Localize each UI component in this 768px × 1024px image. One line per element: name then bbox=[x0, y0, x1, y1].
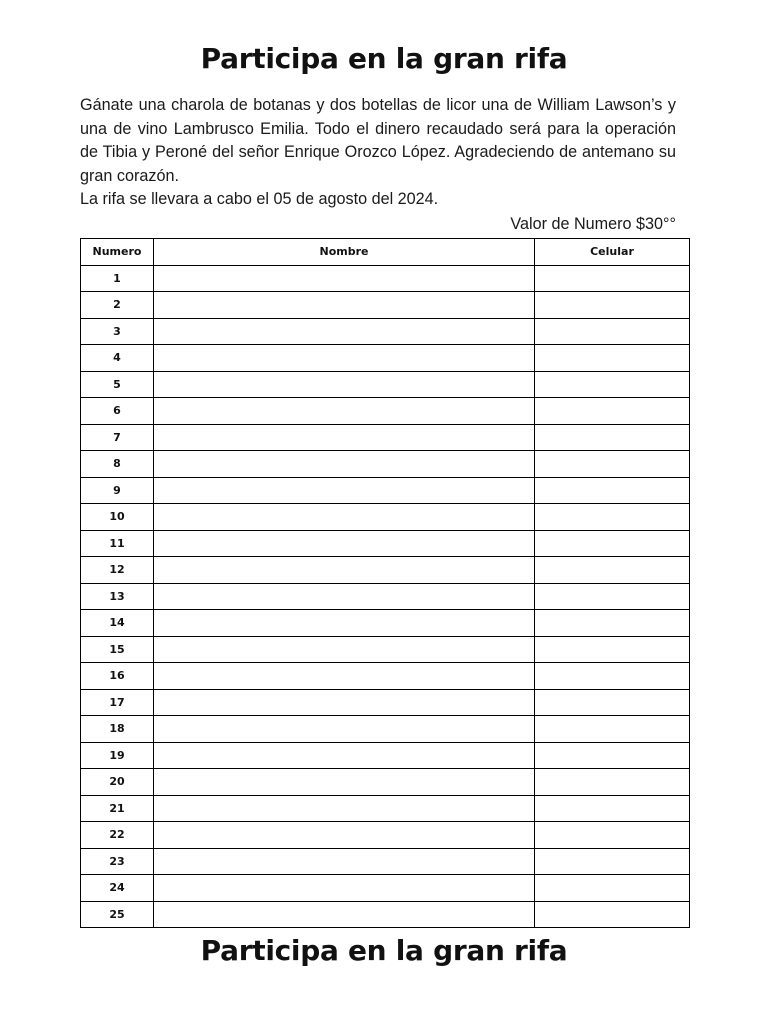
ticket-price: Valor de Numero $30°° bbox=[510, 215, 676, 233]
table-row bbox=[81, 742, 690, 769]
phone-cell[interactable] bbox=[535, 742, 690, 769]
row-number: 4 bbox=[81, 345, 154, 372]
row-number: 25 bbox=[81, 901, 154, 928]
phone-cell[interactable] bbox=[535, 848, 690, 875]
row-number: 12 bbox=[81, 557, 154, 584]
row-number: 2 bbox=[81, 292, 154, 319]
row-number: 5 bbox=[81, 371, 154, 398]
table-row bbox=[81, 265, 690, 292]
phone-cell[interactable] bbox=[535, 451, 690, 478]
row-number: 21 bbox=[81, 795, 154, 822]
table-row bbox=[81, 398, 690, 425]
table-row bbox=[81, 663, 690, 690]
name-cell[interactable] bbox=[154, 795, 535, 822]
row-number: 15 bbox=[81, 636, 154, 663]
table-row bbox=[81, 583, 690, 610]
row-number: 10 bbox=[81, 504, 154, 531]
name-cell[interactable] bbox=[154, 398, 535, 425]
name-cell[interactable] bbox=[154, 371, 535, 398]
phone-cell[interactable] bbox=[535, 822, 690, 849]
row-number: 6 bbox=[81, 398, 154, 425]
name-cell[interactable] bbox=[154, 769, 535, 796]
table-row bbox=[81, 875, 690, 902]
row-number: 3 bbox=[81, 318, 154, 345]
table-row bbox=[81, 371, 690, 398]
table-row bbox=[81, 345, 690, 372]
name-cell[interactable] bbox=[154, 345, 535, 372]
table-row bbox=[81, 477, 690, 504]
phone-cell[interactable] bbox=[535, 610, 690, 637]
header-nombre: Nombre bbox=[154, 239, 535, 266]
phone-cell[interactable] bbox=[535, 292, 690, 319]
phone-cell[interactable] bbox=[535, 689, 690, 716]
phone-cell[interactable] bbox=[535, 530, 690, 557]
name-cell[interactable] bbox=[154, 318, 535, 345]
phone-cell[interactable] bbox=[535, 318, 690, 345]
phone-cell[interactable] bbox=[535, 769, 690, 796]
table-row bbox=[81, 318, 690, 345]
table-row bbox=[81, 530, 690, 557]
table-row bbox=[81, 769, 690, 796]
name-cell[interactable] bbox=[154, 424, 535, 451]
row-number: 24 bbox=[81, 875, 154, 902]
phone-cell[interactable] bbox=[535, 901, 690, 928]
table-header-row bbox=[81, 239, 690, 266]
table-row bbox=[81, 610, 690, 637]
name-cell[interactable] bbox=[154, 875, 535, 902]
row-number: 19 bbox=[81, 742, 154, 769]
row-number: 9 bbox=[81, 477, 154, 504]
phone-cell[interactable] bbox=[535, 371, 690, 398]
table-row bbox=[81, 636, 690, 663]
table-row bbox=[81, 716, 690, 743]
header-celular: Celular bbox=[535, 239, 690, 266]
name-cell[interactable] bbox=[154, 689, 535, 716]
phone-cell[interactable] bbox=[535, 398, 690, 425]
raffle-date: La rifa se llevara a cabo el 05 de agosto del 2024. bbox=[80, 190, 439, 209]
phone-cell[interactable] bbox=[535, 663, 690, 690]
phone-cell[interactable] bbox=[535, 424, 690, 451]
row-number: 7 bbox=[81, 424, 154, 451]
table-row bbox=[81, 901, 690, 928]
name-cell[interactable] bbox=[154, 583, 535, 610]
name-cell[interactable] bbox=[154, 610, 535, 637]
name-cell[interactable] bbox=[154, 557, 535, 584]
name-cell[interactable] bbox=[154, 716, 535, 743]
phone-cell[interactable] bbox=[535, 477, 690, 504]
phone-cell[interactable] bbox=[535, 557, 690, 584]
footer-title: Participa en la gran rifa bbox=[200, 934, 568, 967]
row-number: 16 bbox=[81, 663, 154, 690]
table-row bbox=[81, 689, 690, 716]
phone-cell[interactable] bbox=[535, 795, 690, 822]
table-row bbox=[81, 848, 690, 875]
intro-paragraph: Gánate una charola de botanas y dos botellas de licor una de William Lawson’s y una de vino Lambrusco Emilia. Todo el dinero recaudado será para la operación de Tibia y Peroné del señor Enrique Orozco López. Agradeciendo de antemano su gran corazón. bbox=[80, 96, 676, 185]
name-cell[interactable] bbox=[154, 477, 535, 504]
phone-cell[interactable] bbox=[535, 504, 690, 531]
name-cell[interactable] bbox=[154, 292, 535, 319]
table-row bbox=[81, 822, 690, 849]
phone-cell[interactable] bbox=[535, 716, 690, 743]
row-number: 1 bbox=[81, 265, 154, 292]
phone-cell[interactable] bbox=[535, 875, 690, 902]
row-number: 11 bbox=[81, 530, 154, 557]
raffle-table bbox=[80, 238, 690, 928]
row-number: 17 bbox=[81, 689, 154, 716]
table-row bbox=[81, 424, 690, 451]
name-cell[interactable] bbox=[154, 451, 535, 478]
name-cell[interactable] bbox=[154, 530, 535, 557]
name-cell[interactable] bbox=[154, 822, 535, 849]
name-cell[interactable] bbox=[154, 265, 535, 292]
row-number: 14 bbox=[81, 610, 154, 637]
name-cell[interactable] bbox=[154, 504, 535, 531]
phone-cell[interactable] bbox=[535, 636, 690, 663]
page-title: Participa en la gran rifa bbox=[200, 42, 568, 75]
header-numero: Numero bbox=[81, 239, 154, 266]
table-row bbox=[81, 795, 690, 822]
name-cell[interactable] bbox=[154, 742, 535, 769]
intro-text bbox=[80, 94, 676, 212]
table-row bbox=[81, 557, 690, 584]
row-number: 22 bbox=[81, 822, 154, 849]
phone-cell[interactable] bbox=[535, 583, 690, 610]
table-row bbox=[81, 292, 690, 319]
table-row bbox=[81, 451, 690, 478]
row-number: 23 bbox=[81, 848, 154, 875]
table-row bbox=[81, 504, 690, 531]
phone-cell[interactable] bbox=[535, 345, 690, 372]
row-number: 20 bbox=[81, 769, 154, 796]
phone-cell[interactable] bbox=[535, 265, 690, 292]
name-cell[interactable] bbox=[154, 901, 535, 928]
name-cell[interactable] bbox=[154, 848, 535, 875]
row-number: 18 bbox=[81, 716, 154, 743]
name-cell[interactable] bbox=[154, 636, 535, 663]
name-cell[interactable] bbox=[154, 663, 535, 690]
row-number: 13 bbox=[81, 583, 154, 610]
row-number: 8 bbox=[81, 451, 154, 478]
